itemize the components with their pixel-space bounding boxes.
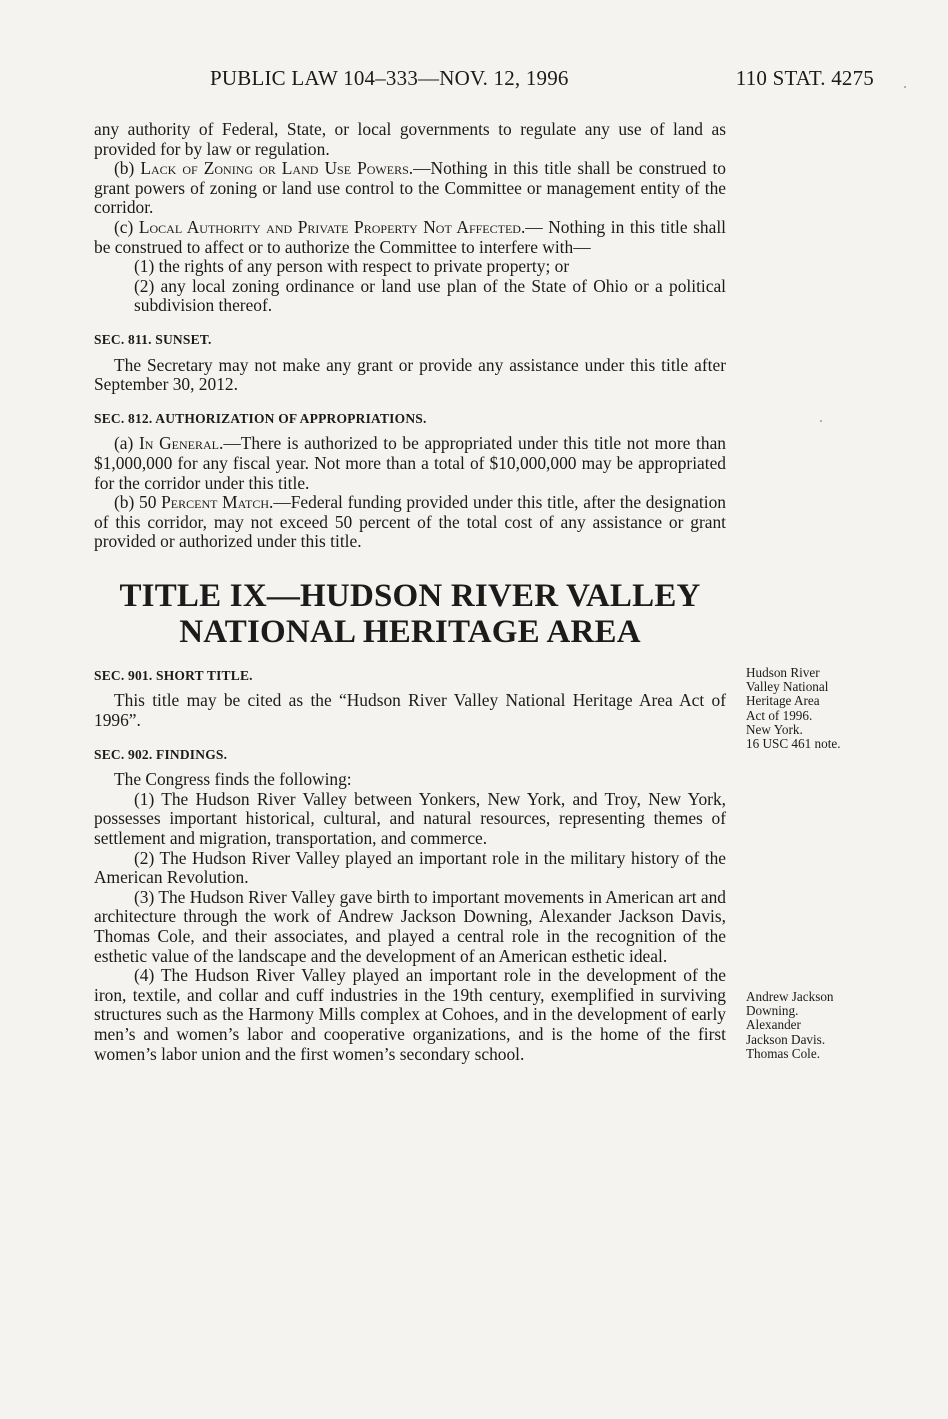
- subsection-text: —There is authorized to be appropriated under this title not more than $1,000,000 for any fiscal year. Not more than a total of $10,000,000 may be appropriated for the corridor under this title.: [94, 433, 726, 493]
- section-heading-811: SEC. 811. SUNSET.: [94, 331, 212, 347]
- section-heading-812: SEC. 812. AUTHORIZATION OF APPROPRIATIONS.: [94, 410, 427, 426]
- subsection-b-match: [94, 493, 726, 552]
- section-901-text: This title may be cited as the “Hudson River Valley National Heritage Area Act of 1996”.: [94, 690, 726, 731]
- subsection-c-local-authority: [94, 218, 726, 257]
- finding-2: (2) The Hudson River Valley played an important role in the military history of the American Revolution.: [94, 847, 726, 888]
- subsection-heading: Local Authority and Private Property Not Affected.: [138, 216, 526, 237]
- margin-note-line: Thomas Cole.: [746, 1045, 820, 1061]
- margin-note-line: Jackson Davis.: [746, 1031, 826, 1047]
- section-heading-901: SEC. 901. SHORT TITLE.: [94, 667, 253, 683]
- title-line-2: NATIONAL HERITAGE AREA: [179, 613, 641, 650]
- paragraph-continued: any authority of Federal, State, or local governments to regulate any use of land as provided for by law or regulation.: [94, 119, 726, 159]
- margin-note-line: Hudson River: [746, 665, 820, 680]
- finding-1: (1) The Hudson River Valley between Yonkers, New York, and Troy, New York, possesses important historical, cultural, and natural resources, representing themes of settlement and migration, transportation, and commerce.: [94, 788, 726, 849]
- scan-speck: [904, 86, 906, 88]
- margin-note-line: Act of 1996.: [746, 707, 813, 723]
- margin-note-line: Valley National: [746, 679, 829, 695]
- section-811-text: The Secretary may not make any grant or provide any assistance under this title after September 30, 2012.: [94, 354, 726, 395]
- subsection-heading: Lack of Zoning or Land Use Powers.: [140, 158, 414, 179]
- margin-note-hudson-act: [746, 666, 876, 751]
- margin-note-line: 16 USC 461 note.: [746, 736, 841, 752]
- header-stat-page: 110 STAT. 4275: [735, 66, 874, 90]
- body-text-column: [94, 120, 726, 1064]
- header-public-law: PUBLIC LAW 104–333—NOV. 12, 1996: [210, 66, 569, 90]
- finding-4: (4) The Hudson River Valley played an important role in the development of the iron, textile, and collar and cuff industries in the 19th century, exemplified in surviving structures such as the Harmony Mills complex at Cohoes, and in the development of early men’s and women’s labor and cooperative organizations, and is the home of the first women’s labor union and the first women’s secondary school.: [94, 965, 726, 1064]
- margin-note-line: Andrew Jackson: [746, 989, 834, 1004]
- margin-note-line: Downing.: [746, 1003, 799, 1019]
- margin-note-line: New York.: [746, 721, 803, 737]
- margin-note-artists: [746, 990, 876, 1061]
- paragraph-c1: (1) the rights of any person with respect to private property; or: [134, 256, 570, 277]
- subsection-heading: Percent Match.: [161, 492, 274, 513]
- subsection-label: (b) 50: [114, 492, 162, 513]
- margin-note-line: Alexander: [746, 1017, 801, 1033]
- title-line-1: TITLE IX—HUDSON RIVER VALLEY: [119, 577, 701, 614]
- title-ix-heading: [94, 578, 726, 650]
- findings-intro: The Congress finds the following:: [114, 769, 352, 790]
- subsection-label: (a): [114, 433, 139, 454]
- section-heading-902: SEC. 902. FINDINGS.: [94, 746, 228, 762]
- subsection-label: (c): [114, 216, 139, 237]
- subsection-text: —Nothing in this title shall be construed to grant powers of zoning or land use control to the Committee or management entity of the corridor.: [94, 158, 726, 218]
- subsection-heading: In General.: [138, 433, 224, 454]
- finding-3: (3) The Hudson River Valley gave birth to important movements in American art and architecture through the work of Andrew Jackson Downing, Alexander Jackson Davis, Thomas Cole, and their associates, and played a central role in the recognition of the esthetic value of the landscape and the development of an American esthetic ideal.: [94, 886, 726, 966]
- margin-note-line: Heritage Area: [746, 693, 820, 709]
- subsection-text: — Nothing in this title shall be construed to affect or to authorize the Committee to interfere with—: [94, 216, 726, 257]
- subsection-b-zoning: [94, 159, 726, 218]
- paragraph-c2: (2) any local zoning ordinance or land use plan of the State of Ohio or a political subdivision thereof.: [134, 275, 726, 316]
- subsection-text: —Federal funding provided under this title, after the designation of this corridor, may not exceed 50 percent of the total cost of any assistance or grant provided or authorized under this title.: [94, 492, 726, 552]
- subsection-label: (b): [114, 158, 141, 179]
- scan-speck: [820, 420, 822, 422]
- subsection-a-general: [94, 434, 726, 493]
